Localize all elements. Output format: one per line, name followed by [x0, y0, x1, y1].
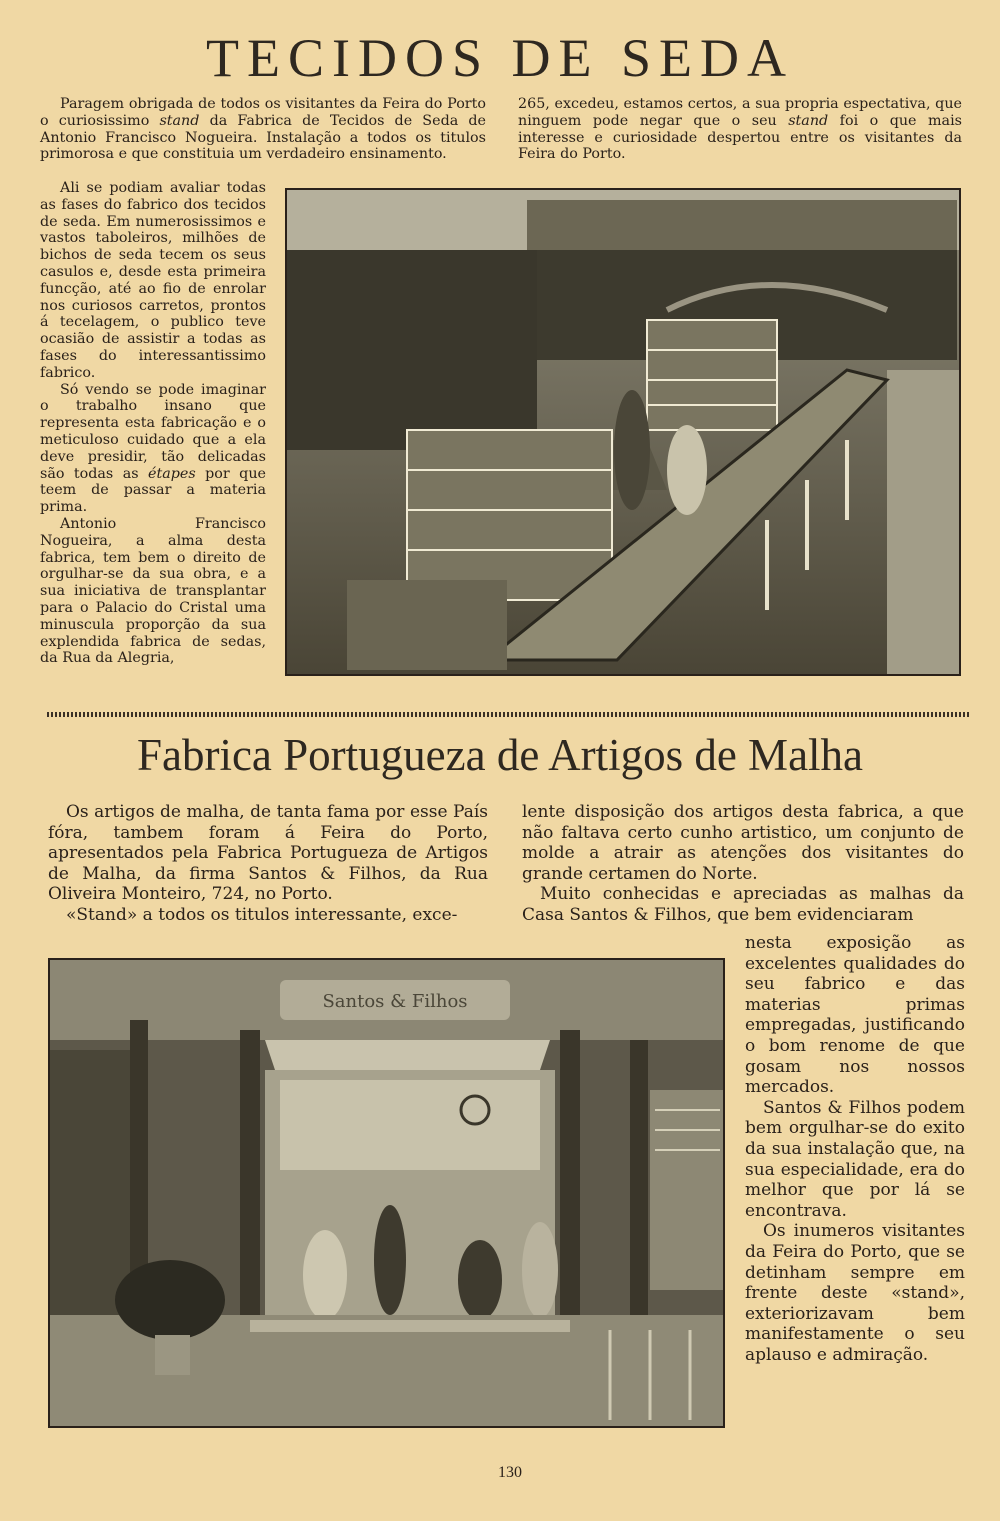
article1-left-column	[40, 180, 266, 667]
section-divider	[47, 712, 969, 717]
paragraph-fases: Ali se podiam avaliar todas as fases do fabrico dos tecidos de seda. Em numerosissimos e vastos taboleiros, milhões de bichos de seda tecem os seus casulos e, desde esta primeira funcção, até ao fio de enrolar nos curiosos carretos, prontos á tecelagem, o publico teve ocasião de assistir a todas as fases do interessantissimo fabrico.	[40, 180, 266, 381]
paragraph-exposicao: nesta exposição as excelentes qualidades do seu fabrico e das materias primas empregadas, justificando o bom renome de que gosam nos nossos mercados.	[745, 933, 965, 1098]
article2-right-column-narrow	[745, 933, 965, 1365]
paragraph-disposicao: lente disposição dos artigos desta fabrica, a que não faltava certo cunho artistico, um conjunto de molde a atrair as atenções dos visitantes do grande certamen do Norte.	[522, 802, 964, 884]
paragraph-conhecidas: Muito conhecidas e apreciadas as malhas da Casa Santos & Filhos, que bem evidenciaram	[522, 884, 964, 925]
right-paragraph: 265, excedeu, estamos certos, a sua propria espectativa, que ninguem pode negar que o seu stand foi o que mais interesse e curiosidade despertou entre os visitantes da Feira do Porto.	[518, 96, 962, 163]
article-title-tecidos: TECIDOS DE SEDA	[206, 28, 794, 88]
knitwear-stand-photo	[48, 958, 725, 1428]
article1-intro	[40, 96, 486, 163]
silk-stand-photo	[285, 188, 961, 676]
silk-stand-illustration	[287, 190, 959, 674]
paragraph-orgulhar: Santos & Filhos podem bem orgulhar-se do exito da sua instalação que, na sua especialidade, era do melhor que por lá se encontrava.	[745, 1097, 965, 1221]
intro-paragraph: Paragem obrigada de todos os visitantes da Feira do Porto o curiosissimo stand da Fabrica de Tecidos de Seda de Antonio Francisco Nogueira. Instalação a todos os titulos primorosa e que constituia um verdadeiro ensinamento.	[40, 96, 486, 163]
article1-right-column	[518, 96, 962, 163]
paragraph-imaginar: Só vendo se pode imaginar o trabalho insano que representa esta fabricação e o meticuloso cuidado que a ela deve presidir, tão delicadas são todas as étapes por que teem de passar a materia prima.	[40, 381, 266, 516]
paragraph-visitantes: Os inumeros visitantes da Feira do Porto, que se detinham sempre em frente deste «stand», exteriorizavam bem manifestamente o seu aplauso e admiração.	[745, 1221, 965, 1365]
knitwear-stand-illustration	[50, 960, 723, 1426]
paragraph-artigos: Os artigos de malha, de tanta fama por esse País fóra, tambem foram á Feira do Porto, apresentados pela Fabrica Portugueza de Artigos de Malha, da firma Santos & Filhos, da Rua Oliveira Monteiro, 724, no Porto.	[48, 802, 488, 905]
paragraph-stand: «Stand» a todos os titulos interessante, exce-	[66, 904, 458, 925]
article2-left-column	[48, 802, 488, 926]
article2-right-column-top	[522, 802, 964, 926]
article-title-malha: Fabrica Portugueza de Artigos de Malha	[136, 730, 864, 780]
sign-text: Santos & Filhos	[322, 991, 468, 1012]
paragraph-nogueira: Antonio Francisco Nogueira, a alma desta fabrica, tem bem o direito de orgulhar-se da sua obra, e a sua iniciativa de transplantar para o Palacio do Cristal uma minuscula proporção da sua explendida fabrica de sedas, da Rua da Alegria,	[40, 515, 266, 667]
page-number: 130	[498, 1464, 522, 1481]
